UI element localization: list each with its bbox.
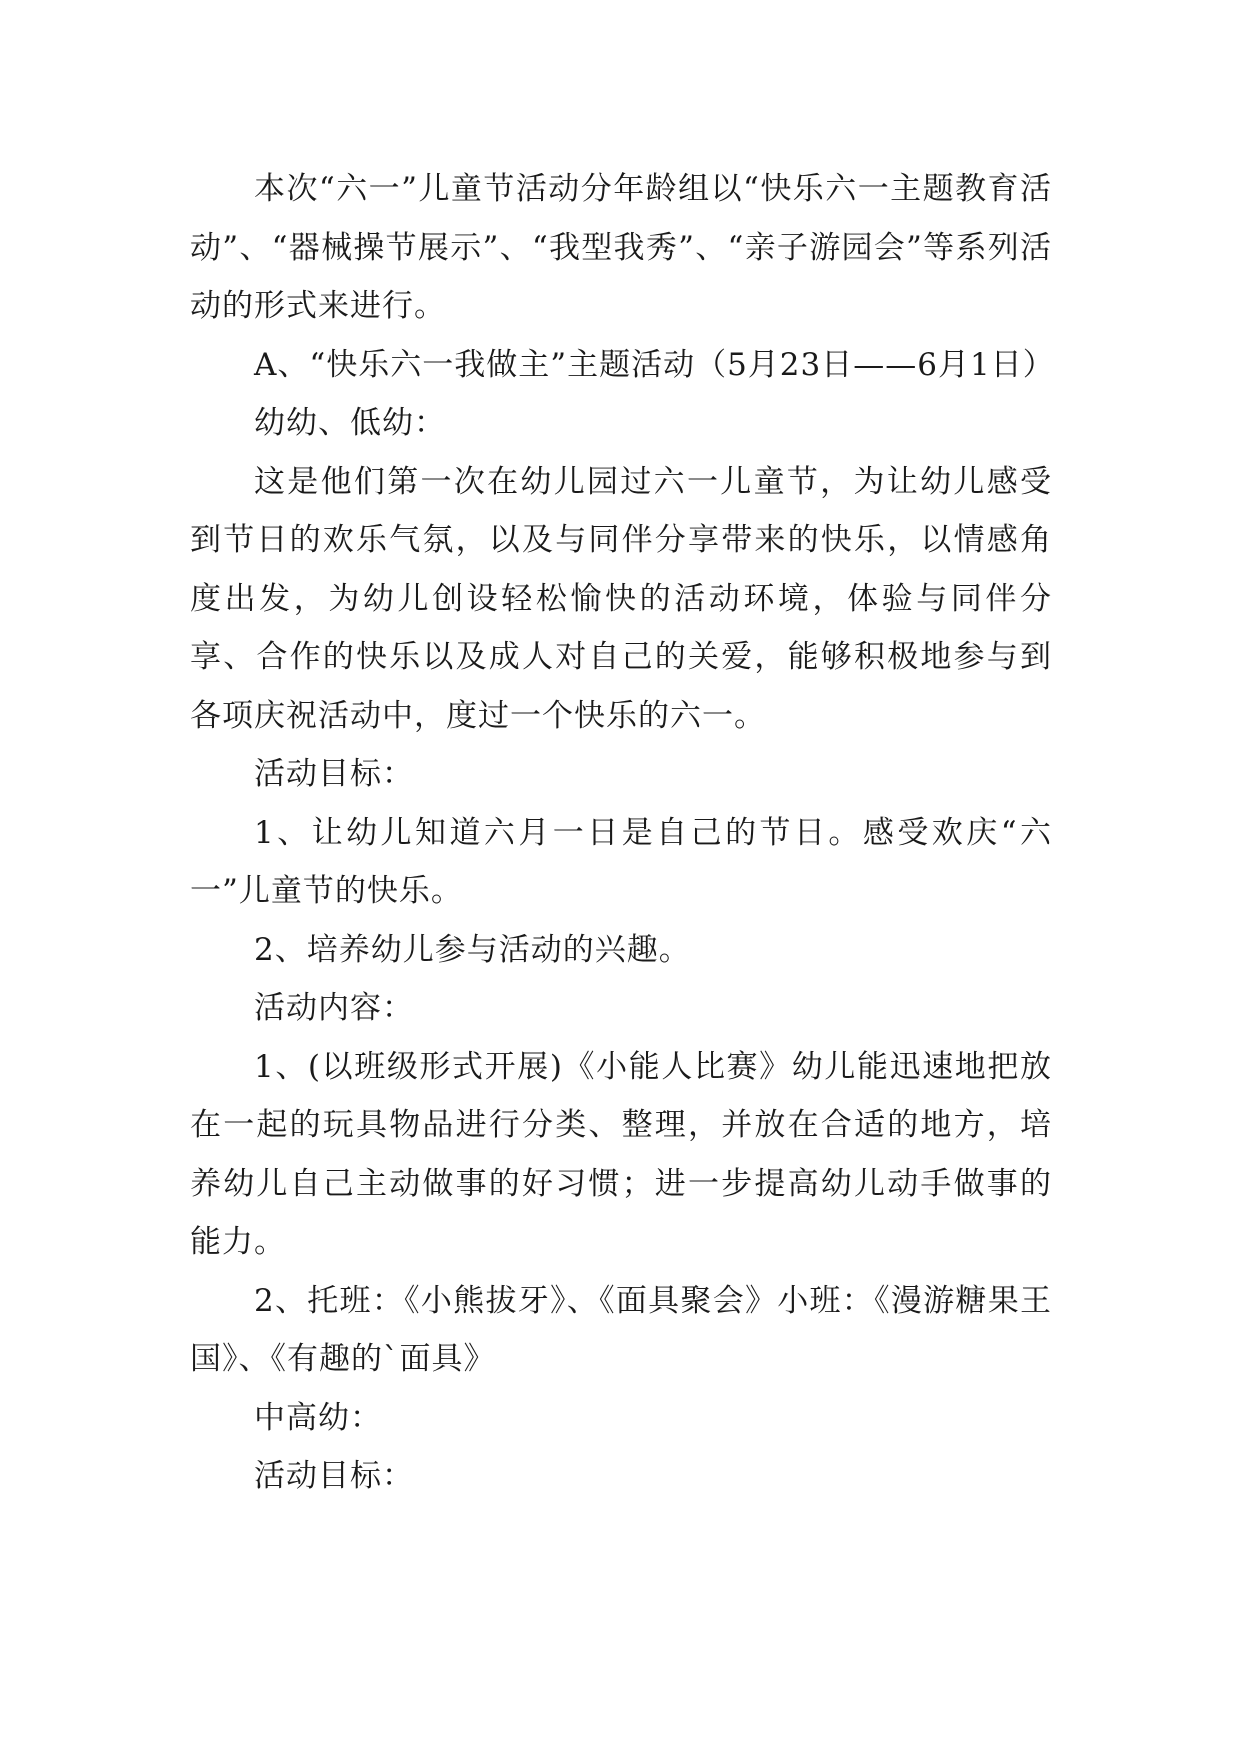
paragraph-goals-heading: 活动目标： <box>254 756 414 792</box>
paragraph-content-heading: 活动内容： <box>254 990 414 1026</box>
paragraph-group-heading: 幼幼、低幼： <box>254 405 446 441</box>
paragraph-content-2: 2、托班：《小熊拔牙》、《面具聚会》小班：《漫游糖果王国》、《有趣的`面具》 <box>190 1282 1052 1377</box>
paragraph-goal-1: 1、让幼儿知道六月一日是自己的节日。感受欢庆“六一”儿童节的快乐。 <box>190 814 1052 909</box>
paragraph-content-1: 1、(以班级形式开展)《小能人比赛》幼儿能迅速地把放在一起的玩具物品进行分类、整理，并放在合适的地方，培养幼儿自己主动做事的好习惯；进一步提高幼儿动手做事的能力。 <box>190 1048 1052 1260</box>
paragraph-intro: 本次“六一”儿童节活动分年龄组以“快乐六一主题教育活动”、“器械操节展示”、“我型我秀”、“亲子游园会”等系列活动的形式来进行。 <box>190 171 1052 324</box>
paragraph-description: 这是他们第一次在幼儿园过六一儿童节，为让幼儿感受到节日的欢乐气氛，以及与同伴分享带来的快乐，以情感角度出发，为幼儿创设轻松愉快的活动环境，体验与同伴分享、合作的快乐以及成人对自己的关爱，能够积极地参与到各项庆祝活动中，度过一个快乐的六一。 <box>190 463 1052 734</box>
paragraph-group-heading-2: 中高幼： <box>254 1399 382 1436</box>
paragraph-goal-2: 2、培养幼儿参与活动的兴趣。 <box>254 931 691 968</box>
paragraph-goals-heading-2: 活动目标： <box>254 1458 414 1494</box>
document-body <box>190 160 1055 1506</box>
paragraph-section-a: A、“快乐六一我做主”主题活动（5月23日——6月1日） <box>254 346 1055 383</box>
